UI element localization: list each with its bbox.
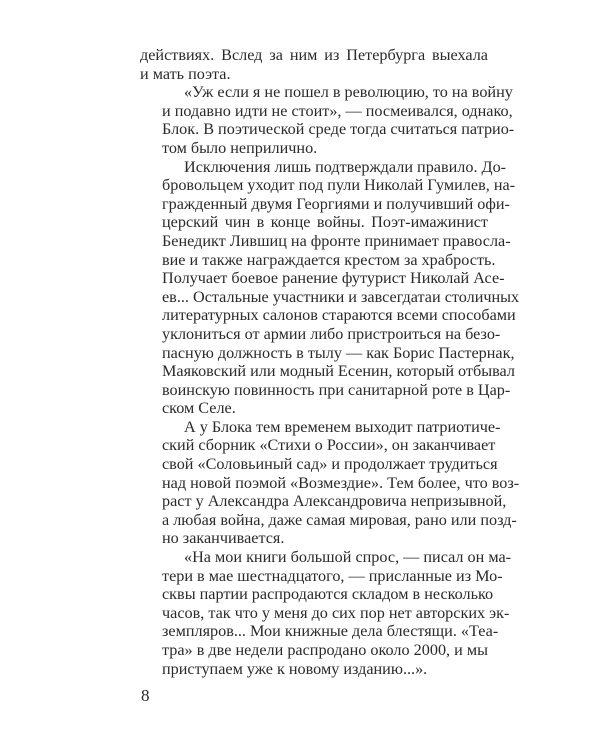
text-line: том было неприлично. [162, 138, 318, 157]
text-line: пасную должность в тылу — как Борис Пастернак, [162, 343, 515, 362]
paragraph-5 [140, 548, 512, 678]
text-line: действиях. Вслед за ним из Петербурга выехала [140, 46, 488, 64]
text-line: над новой поэмой «Возмездие». Тем более, что воз- [162, 473, 520, 492]
text-line: а любая война, даже самая мировая, рано или позд- [162, 510, 517, 529]
text-line: бровольцем уходит под пули Николай Гумилев, на- [162, 176, 516, 195]
text-line: Исключения лишь подтверждали правило. До- [184, 157, 507, 176]
text-line: литературных салонов стараются всеми способами [162, 306, 516, 325]
paragraph-1 [140, 46, 488, 83]
text-line: и мать поэта. [140, 64, 231, 83]
paragraph-2 [140, 83, 515, 157]
text-line: «Уж если я не пошел в революцию, то на войну [184, 83, 513, 102]
text-line: «На мои книги большой спрос, — писал он ма- [184, 548, 512, 567]
text-line: вие и также награждается крестом за храбрость. [162, 250, 496, 269]
text-line: Блок. В поэтической среде тогда считаться патрио- [162, 120, 515, 139]
text-line: часов, так что у меня до сих пор нет авторских эк- [162, 603, 510, 622]
text-line: приступаем уже к новому изданию...». [162, 659, 428, 678]
page-body-text [140, 46, 520, 678]
text-line: А у Блока тем временем выходит патриотиче- [184, 417, 501, 436]
paragraph-4 [140, 417, 520, 548]
text-line: сквы партии распродаются складом в несколько [162, 585, 494, 604]
text-line: церский чин в конце войны. Поэт-имажинист [162, 213, 488, 232]
text-line: воинскую повинность при санитарной роте в Цар- [162, 380, 511, 399]
text-line: раст у Александра Александровича непризывной, [162, 492, 507, 511]
text-line: Получает боевое ранение футурист Николай Асе- [162, 269, 505, 288]
text-line: свой «Соловьиный сад» и продолжает трудиться [162, 455, 498, 474]
text-line: Маяковский или модный Есенин, который отбывал [162, 362, 515, 381]
text-line: тери в мае шестнадцатого, — присланные из Мо- [162, 566, 503, 585]
text-line: ев... Остальные участники и завсегдатаи столичных [162, 287, 520, 306]
text-line: и подавно идти не стоит», — посмеивался, однако, [162, 101, 513, 120]
text-line: но заканчивается. [162, 529, 285, 548]
text-line: земпляров... Мои книжные дела блестящи. «Теа- [162, 622, 499, 641]
page-number: 8 [141, 686, 150, 705]
text-line: уклониться от армии либо пристроиться на безо- [162, 324, 501, 343]
text-line: гражденный двумя Георгиями и получивший офи- [162, 194, 510, 213]
text-line: Бенедикт Лившиц на фронте принимает правосла- [162, 231, 511, 250]
text-line: ский сборник «Стихи о России», он заканчивает [162, 436, 496, 455]
paragraph-3 [140, 157, 520, 418]
text-line: тра» в две недели распродано около 2000, и мы [162, 641, 488, 659]
text-line: ском Селе. [162, 399, 236, 418]
